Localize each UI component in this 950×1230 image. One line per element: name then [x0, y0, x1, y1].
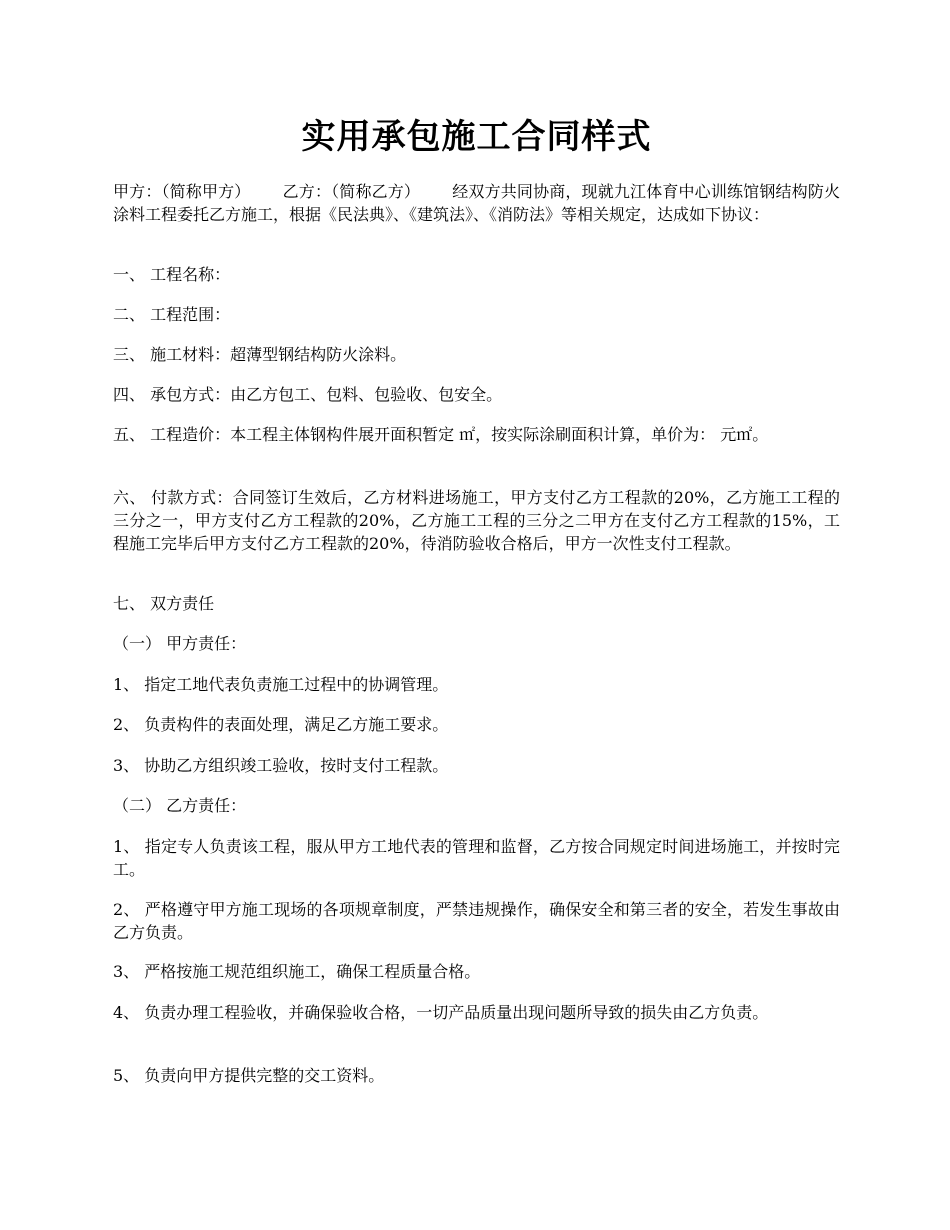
- party-a-label: 甲方：（简称甲方）: [113, 182, 251, 201]
- section-project-scope: 二、 工程范围：: [113, 305, 231, 324]
- party-a-responsibility-item: 3、 协助乙方组织竣工验收，按时支付工程款。: [113, 756, 449, 775]
- party-a-responsibility-item: 1、 指定工地代表负责施工过程中的协调管理。: [113, 675, 449, 694]
- party-a-responsibility-item: 2、 负责构件的表面处理，满足乙方施工要求。: [113, 715, 449, 734]
- party-b-label: 乙方：（简称乙方）: [282, 182, 421, 201]
- section-payment-terms: 六、 付款方式：合同签订生效后，乙方材料进场施工，甲方支付乙方工程款的20%，乙方施工工程的三分之一，甲方支付乙方工程款的20%，乙方施工工程的三分之二甲方在支付乙方工程款的15%，工程施工完毕后甲方支付乙方工程款的20%，待消防验收合格后，甲方一次性支付工程款。: [113, 488, 840, 553]
- section-responsibilities: 七、 双方责任: [113, 594, 215, 613]
- party-b-responsibility-item: 4、 负责办理工程验收，并确保验收合格，一切产品质量出现问题所导致的损失由乙方负责。: [113, 1003, 769, 1022]
- party-b-responsibility-item: 1、 指定专人负责该工程，服从甲方工地代表的管理和监督，乙方按合同规定时间进场施工，并按时完工。: [113, 837, 840, 879]
- document-title: 实用承包施工合同样式: [301, 117, 652, 157]
- section-project-name: 一、 工程名称：: [113, 265, 231, 284]
- section-materials: 三、 施工材料：超薄型钢结构防火涂料。: [113, 345, 407, 364]
- intro-paragraph: [113, 180, 840, 226]
- intro-text: 经双方共同协商，现就九江体育中心训练馆钢结构防火涂料工程委托乙方施工，根据《民法典》、《建筑法》、《消防法》等相关规定，达成如下协议：: [113, 182, 840, 224]
- party-a-responsibility-heading: （一） 甲方责任：: [113, 634, 247, 653]
- party-b-responsibility-item: 5、 负责向甲方提供完整的交工资料。: [113, 1066, 385, 1085]
- party-b-responsibility-heading: （二） 乙方责任：: [113, 796, 247, 815]
- section-project-cost: 五、 工程造价：本工程主体钢构件展开面积暂定 ㎡，按实际涂刷面积计算，单价为： 元㎡。: [113, 425, 769, 444]
- party-b-responsibility-item: 2、 严格遵守甲方施工现场的各项规章制度，严禁违规操作，确保安全和第三者的安全，若发生事故由乙方负责。: [113, 900, 840, 942]
- section-contract-mode: 四、 承包方式：由乙方包工、包料、包验收、包安全。: [113, 385, 503, 404]
- party-b-responsibility-item: 3、 严格按施工规范组织施工，确保工程质量合格。: [113, 962, 481, 981]
